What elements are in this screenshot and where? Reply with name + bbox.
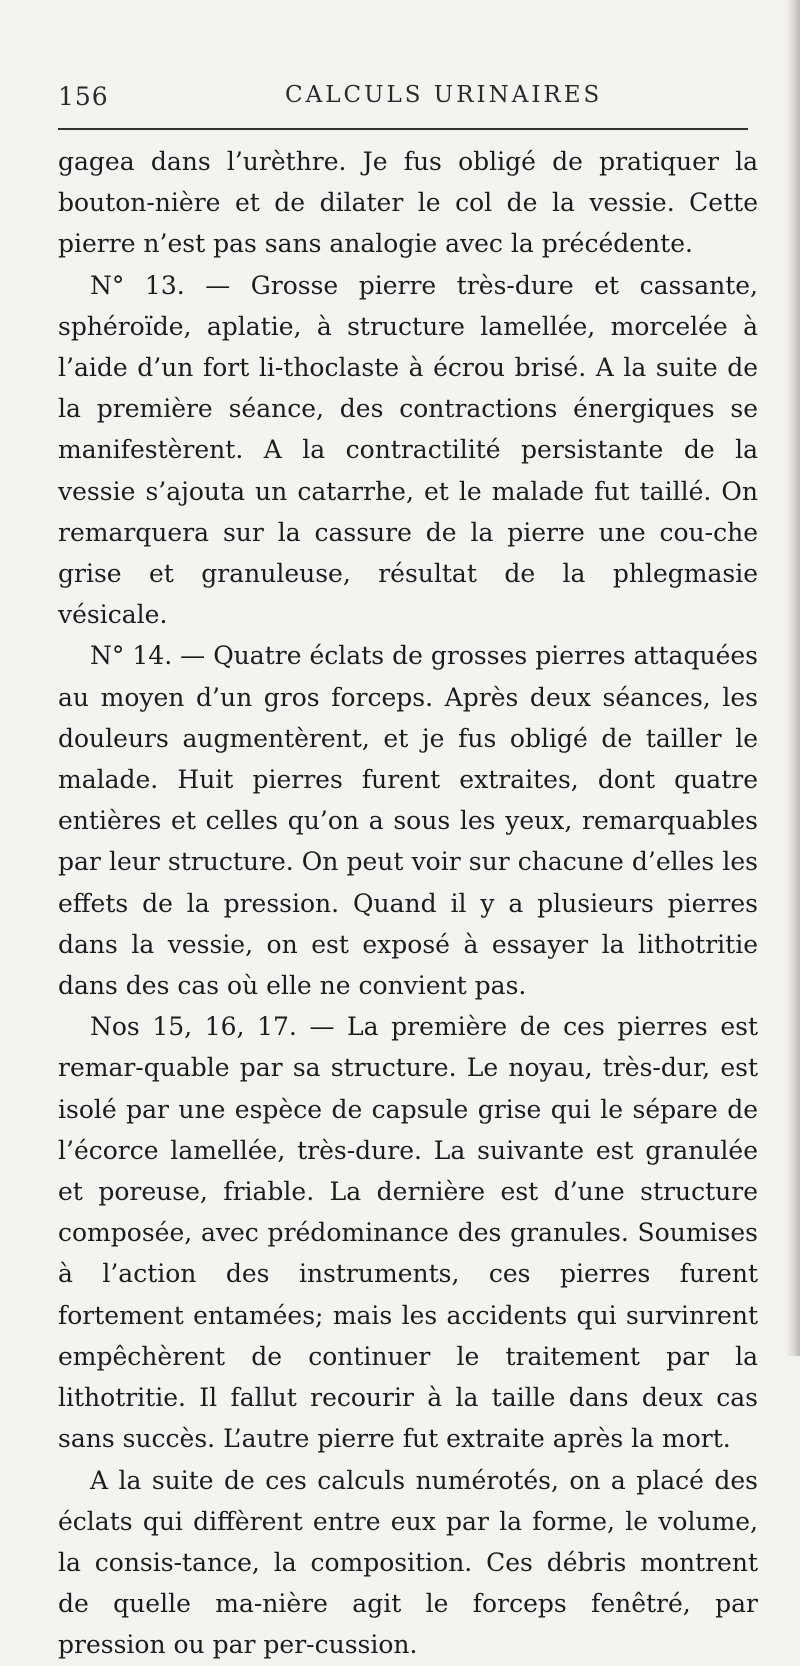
paragraph-no-14: N° 14. — Quatre éclats de grosses pierres attaquées au moyen d’un gros forceps. Après deux séances, les douleurs augmentèrent, et je fus obligé de tailler le malade. Huit pierres furent extraites, dont quatre entières et celles qu’on a sous les yeux, remarquables par leur structure. On peut voir sur chacune d’elles les effets de la pression. Quand il y a plusieurs pierres dans la vessie, on est exposé à essayer la lithotritie dans des cas où elle ne convient pas.	[58, 641, 758, 1001]
paragraph-no-13: N° 13. — Grosse pierre très-dure et cassante, sphéroïde, aplatie, à structure lamellée, morcelée à l’aide d’un fort li-thoclaste à écrou brisé. A la suite de la première séance, des contractions énergiques se manifestèrent. A la contractilité persistante de la vessie s’ajouta un catarrhe, et le malade fut taillé. On remarquera sur la cassure de la pierre une cou-che grise et granuleuse, résultat de la phlegmasie vésicale.	[58, 270, 758, 630]
body-text	[58, 141, 758, 1666]
paragraph-nos-15-17: Nos 15, 16, 17. — La première de ces pierres est remar-quable par sa structure. Le noyau, très-dur, est isolé par une espèce de capsule grise qui le sépare de l’écorce lamellée, très-dure. La suivante est granulée et poreuse, friable. La dernière est d’une structure composée, avec prédominance des granules. Soumises à l’action des instruments, ces pierres furent fortement entamées; mais les accidents qui survinrent empêchèrent de continuer le traitement par la lithotritie. Il fallut recourir à la taille dans deux cas sans succès. L’autre pierre fut extraite après la mort.	[58, 1012, 758, 1454]
page-header	[58, 82, 778, 118]
running-head: CALCULS URINAIRES	[285, 82, 603, 108]
page-binding-edge	[786, 0, 800, 1356]
paragraph-fragments: A la suite de ces calculs numérotés, on a placé des éclats qui diffèrent entre eux par la forme, le volume, la consis-tance, la composition. Ces débris montrent de quelle ma-nière agit le forceps fenêtré, par pression ou par per-cussion.	[58, 1465, 758, 1660]
paragraph-continuation: gagea dans l’urèthre. Je fus obligé de pratiquer la bouton-nière et de dilater le col de la vessie. Cette pierre n’est pas sans analogie avec la précédente.	[58, 147, 758, 259]
header-rule	[58, 128, 748, 130]
page-number: 156	[58, 82, 109, 111]
